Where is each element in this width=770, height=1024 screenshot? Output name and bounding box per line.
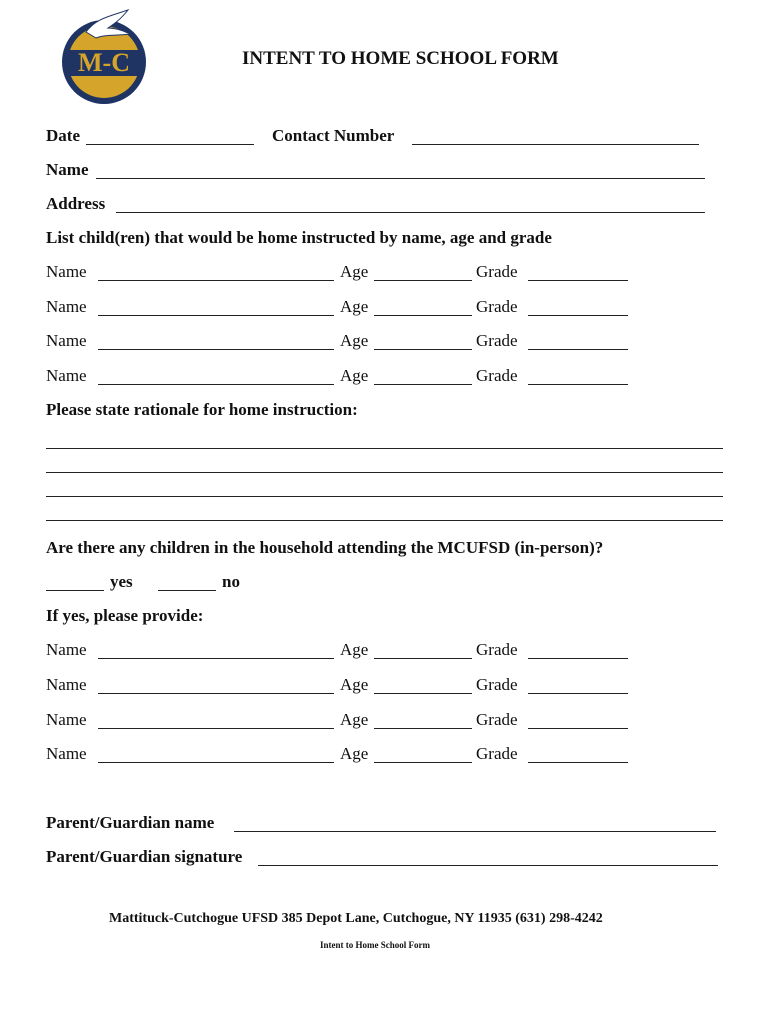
child-grade-label: Grade [476, 640, 518, 659]
address-row [46, 194, 686, 216]
child-grade-field[interactable] [528, 762, 628, 763]
child-age-label: Age [340, 675, 369, 694]
child-row [46, 331, 686, 353]
no-label: no [222, 572, 240, 591]
child-name-label: Name [46, 366, 87, 385]
child-age-label: Age [340, 366, 369, 385]
child-name-field[interactable] [98, 315, 334, 316]
child-grade-field[interactable] [528, 693, 628, 694]
rationale-heading: Please state rationale for home instruction: [46, 400, 358, 419]
child-grade-field[interactable] [528, 315, 628, 316]
child-name-label: Name [46, 710, 87, 729]
footer-caption: Intent to Home School Form [320, 940, 430, 950]
address-label: Address [46, 194, 106, 213]
date-label: Date [46, 126, 80, 145]
parent-signature-row [46, 847, 686, 869]
page-title: INTENT TO HOME SCHOOL FORM [242, 48, 559, 69]
footer-address: Mattituck-Cutchogue UFSD 385 Depot Lane, Cutchogue, NY 11935 (631) 298-4242 [109, 911, 603, 926]
child-grade-label: Grade [476, 744, 518, 763]
household-question: Are there any children in the household attending the MCUFSD (in-person)? [46, 538, 604, 557]
child-name-label: Name [46, 262, 87, 281]
child-age-field[interactable] [374, 384, 472, 385]
child-age-label: Age [340, 331, 369, 350]
child-age-label: Age [340, 744, 369, 763]
child-age-field[interactable] [374, 349, 472, 350]
address-field[interactable] [116, 212, 705, 213]
child-name-field[interactable] [98, 280, 334, 281]
yes-label: yes [110, 572, 133, 591]
child-age-label: Age [340, 297, 369, 316]
child-grade-field[interactable] [528, 728, 628, 729]
child-row [46, 366, 686, 388]
rationale-line[interactable] [46, 448, 723, 449]
child-age-field[interactable] [374, 762, 472, 763]
child-name-field[interactable] [98, 693, 334, 694]
household-child-row [46, 675, 686, 697]
date-field[interactable] [86, 144, 254, 145]
parent-name-label: Parent/Guardian name [46, 813, 215, 832]
child-grade-field[interactable] [528, 384, 628, 385]
child-grade-label: Grade [476, 366, 518, 385]
parent-name-row [46, 813, 686, 835]
child-name-field[interactable] [98, 658, 334, 659]
parent-signature-field[interactable] [258, 865, 718, 866]
household-child-row [46, 744, 686, 766]
child-grade-label: Grade [476, 710, 518, 729]
child-age-label: Age [340, 262, 369, 281]
child-name-field[interactable] [98, 762, 334, 763]
child-age-field[interactable] [374, 693, 472, 694]
child-name-field[interactable] [98, 384, 334, 385]
school-logo [56, 8, 156, 108]
logo-text: M-C [78, 48, 130, 77]
child-grade-field[interactable] [528, 349, 628, 350]
child-name-field[interactable] [98, 728, 334, 729]
yes-no-row [46, 572, 686, 594]
yes-field[interactable] [46, 590, 104, 591]
child-age-label: Age [340, 640, 369, 659]
date-contact-row [46, 126, 686, 148]
name-row [46, 160, 686, 182]
child-age-field[interactable] [374, 280, 472, 281]
contact-number-label: Contact Number [272, 126, 395, 145]
child-grade-label: Grade [476, 297, 518, 316]
rationale-line[interactable] [46, 472, 723, 473]
child-name-label: Name [46, 297, 87, 316]
child-age-field[interactable] [374, 728, 472, 729]
child-grade-label: Grade [476, 262, 518, 281]
rationale-line[interactable] [46, 520, 723, 521]
child-name-label: Name [46, 331, 87, 350]
child-age-label: Age [340, 710, 369, 729]
child-age-field[interactable] [374, 315, 472, 316]
child-grade-label: Grade [476, 675, 518, 694]
child-name-label: Name [46, 744, 87, 763]
child-grade-field[interactable] [528, 280, 628, 281]
child-name-field[interactable] [98, 349, 334, 350]
child-row [46, 262, 686, 284]
child-name-label: Name [46, 675, 87, 694]
no-field[interactable] [158, 590, 216, 591]
household-child-row [46, 640, 686, 662]
household-child-row [46, 710, 686, 732]
children-heading: List child(ren) that would be home instructed by name, age and grade [46, 228, 552, 247]
if-yes-label: If yes, please provide: [46, 606, 204, 625]
child-grade-field[interactable] [528, 658, 628, 659]
parent-name-field[interactable] [234, 831, 716, 832]
contact-number-field[interactable] [412, 144, 699, 145]
child-grade-label: Grade [476, 331, 518, 350]
child-name-label: Name [46, 640, 87, 659]
name-label: Name [46, 160, 89, 179]
rationale-line[interactable] [46, 496, 723, 497]
child-age-field[interactable] [374, 658, 472, 659]
parent-signature-label: Parent/Guardian signature [46, 847, 243, 866]
name-field[interactable] [96, 178, 705, 179]
child-row [46, 297, 686, 319]
